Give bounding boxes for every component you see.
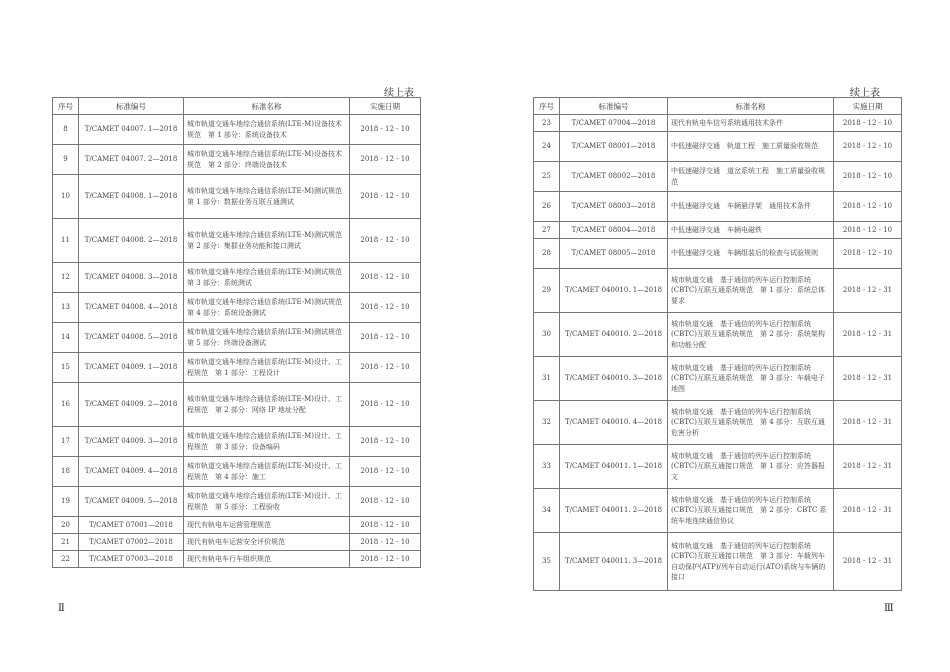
implementation-date: 2018 - 12 - 10 <box>350 263 421 293</box>
implementation-date: 2018 - 12 - 10 <box>350 293 421 323</box>
standard-code: T/CAMET 08005—2018 <box>560 239 668 269</box>
row-number: 8 <box>53 115 79 145</box>
row-number: 18 <box>53 457 79 487</box>
standard-code: T/CAMET 040011. 3—2018 <box>560 533 668 591</box>
row-number: 29 <box>534 269 560 313</box>
row-number: 30 <box>534 313 560 357</box>
table-row <box>534 489 902 533</box>
right-page <box>478 0 950 672</box>
table-row <box>534 192 902 222</box>
standard-name: 城市轨道交通车地综合通信系统(LTE-M)测试规范 第 2 部分：集群业务功能和接口测试 <box>184 219 350 263</box>
implementation-date: 2018 - 12 - 10 <box>834 162 902 192</box>
row-number: 17 <box>53 427 79 457</box>
row-number: 10 <box>53 175 79 219</box>
row-number: 31 <box>534 357 560 401</box>
implementation-date: 2018 - 12 - 31 <box>834 533 902 591</box>
row-number: 32 <box>534 401 560 445</box>
standard-code: T/CAMET 040010. 2—2018 <box>560 313 668 357</box>
header-date: 实施日期 <box>350 98 421 115</box>
continued-label: 续上表 <box>850 88 880 99</box>
standard-code: T/CAMET 04008. 5—2018 <box>79 323 184 353</box>
standards-table-left <box>52 97 421 568</box>
implementation-date: 2018 - 12 - 31 <box>834 401 902 445</box>
row-number: 25 <box>534 162 560 192</box>
standard-code: T/CAMET 04009. 1—2018 <box>79 353 184 383</box>
table-row <box>53 115 421 145</box>
table-row <box>53 293 421 323</box>
table-row <box>53 534 421 551</box>
standard-name: 城市轨道交通车地综合通信系统(LTE-M)测试规范 第 3 部分：系统测试 <box>184 263 350 293</box>
table-row <box>53 353 421 383</box>
row-number: 13 <box>53 293 79 323</box>
table-row <box>53 323 421 353</box>
standard-name: 城市轨道交通车地综合通信系统(LTE-M)设计、工程规范 第 4 部分：施工 <box>184 457 350 487</box>
header-name: 标准名称 <box>668 98 834 115</box>
row-number: 14 <box>53 323 79 353</box>
table-row <box>534 115 902 132</box>
standard-code: T/CAMET 040010. 3—2018 <box>560 357 668 401</box>
implementation-date: 2018 - 12 - 10 <box>350 353 421 383</box>
row-number: 26 <box>534 192 560 222</box>
implementation-date: 2018 - 12 - 10 <box>834 132 902 162</box>
row-number: 19 <box>53 487 79 517</box>
table-row <box>53 219 421 263</box>
implementation-date: 2018 - 12 - 10 <box>350 323 421 353</box>
table-row <box>534 401 902 445</box>
implementation-date: 2018 - 12 - 10 <box>350 457 421 487</box>
table-row <box>534 132 902 162</box>
page-number-left: Ⅱ <box>58 603 65 614</box>
header-no: 序号 <box>53 98 79 115</box>
table-body-right <box>534 115 902 591</box>
implementation-date: 2018 - 12 - 10 <box>834 192 902 222</box>
row-number: 23 <box>534 115 560 132</box>
implementation-date: 2018 - 12 - 10 <box>350 145 421 175</box>
standard-code: T/CAMET 07001—2018 <box>79 517 184 534</box>
standard-name: 中低速磁浮交通 车辆电磁铁 <box>668 222 834 239</box>
standard-name: 城市轨道交通 基于通信的列车运行控制系统(CBTC)互联互通系统规范 第 1 部分：系统总体要求 <box>668 269 834 313</box>
table-row <box>53 175 421 219</box>
table-row <box>534 239 902 269</box>
standard-name: 城市轨道交通车地综合通信系统(LTE-M)设计、工程规范 第 2 部分：网络 IP 地址分配 <box>184 383 350 427</box>
standard-name: 城市轨道交通 基于通信的列车运行控制系统(CBTC)互联互通系统规范 第 2 部分：系统架构和功能分配 <box>668 313 834 357</box>
standard-code: T/CAMET 040011. 1—2018 <box>560 445 668 489</box>
standard-name: 城市轨道交通车地综合通信系统(LTE-M)设备技术规范 第 2 部分：终端设备技术 <box>184 145 350 175</box>
row-number: 24 <box>534 132 560 162</box>
table-row <box>53 145 421 175</box>
row-number: 22 <box>53 551 79 568</box>
implementation-date: 2018 - 12 - 10 <box>350 534 421 551</box>
standard-code: T/CAMET 04007. 1—2018 <box>79 115 184 145</box>
standard-name: 城市轨道交通 基于通信的列车运行控制系统(CBTC)互联互通接口规范 第 3 部分：车载列车自动保护(ATP)/列车自动运行(ATO)系统与车辆的接口 <box>668 533 834 591</box>
standard-code: T/CAMET 04009. 5—2018 <box>79 487 184 517</box>
standard-code: T/CAMET 040010. 1—2018 <box>560 269 668 313</box>
standard-name: 城市轨道交通 基于通信的列车运行控制系统(CBTC)互联互通系统规范 第 4 部分：互联互通危害分析 <box>668 401 834 445</box>
standard-name: 城市轨道交通 基于通信的列车运行控制系统(CBTC)互联互通接口规范 第 2 部分：CBTC 系统车地连续通信协议 <box>668 489 834 533</box>
row-number: 16 <box>53 383 79 427</box>
table-row <box>53 383 421 427</box>
left-page <box>0 0 470 672</box>
standard-code: T/CAMET 04008. 2—2018 <box>79 219 184 263</box>
header-name: 标准名称 <box>184 98 350 115</box>
row-number: 28 <box>534 239 560 269</box>
standard-name: 城市轨道交通车地综合通信系统(LTE-M)测试规范 第 5 部分：终端设备测试 <box>184 323 350 353</box>
standard-name: 中低速磁浮交通 轨道工程 施工质量验收规范 <box>668 132 834 162</box>
table-row <box>534 313 902 357</box>
row-number: 12 <box>53 263 79 293</box>
standard-code: T/CAMET 040010. 4—2018 <box>560 401 668 445</box>
table-row <box>53 551 421 568</box>
standard-name: 城市轨道交通车地综合通信系统(LTE-M)测试规范 第 4 部分：系统设备测试 <box>184 293 350 323</box>
table-row <box>534 445 902 489</box>
standard-code: T/CAMET 04008. 4—2018 <box>79 293 184 323</box>
table-row <box>53 517 421 534</box>
implementation-date: 2018 - 12 - 10 <box>350 383 421 427</box>
header-code: 标准编号 <box>79 98 184 115</box>
table-body-left <box>53 115 421 568</box>
implementation-date: 2018 - 12 - 10 <box>350 115 421 145</box>
standard-code: T/CAMET 040011. 2—2018 <box>560 489 668 533</box>
header-date: 实施日期 <box>834 98 902 115</box>
implementation-date: 2018 - 12 - 31 <box>834 489 902 533</box>
standard-code: T/CAMET 07004—2018 <box>560 115 668 132</box>
implementation-date: 2018 - 12 - 10 <box>350 551 421 568</box>
table-header-row <box>53 98 421 115</box>
row-number: 27 <box>534 222 560 239</box>
implementation-date: 2018 - 12 - 31 <box>834 357 902 401</box>
row-number: 11 <box>53 219 79 263</box>
standard-name: 中低速磁浮交通 道岔系统工程 施工质量验收规范 <box>668 162 834 192</box>
standard-name: 城市轨道交通 基于通信的列车运行控制系统(CBTC)互联互通接口规范 第 1 部分：应答器报文 <box>668 445 834 489</box>
standard-name: 中低速磁浮交通 车辆悬浮架 通用技术条件 <box>668 192 834 222</box>
standard-code: T/CAMET 08004—2018 <box>560 222 668 239</box>
standard-code: T/CAMET 04008. 3—2018 <box>79 263 184 293</box>
implementation-date: 2018 - 12 - 31 <box>834 313 902 357</box>
standard-code: T/CAMET 04007. 2—2018 <box>79 145 184 175</box>
table-row <box>534 269 902 313</box>
standard-name: 城市轨道交通车地综合通信系统(LTE-M)设计、工程规范 第 1 部分：工程设计 <box>184 353 350 383</box>
page-number-right: Ⅲ <box>884 603 894 614</box>
standard-code: T/CAMET 08001—2018 <box>560 132 668 162</box>
implementation-date: 2018 - 12 - 10 <box>350 487 421 517</box>
standards-table-right <box>533 97 902 591</box>
row-number: 21 <box>53 534 79 551</box>
row-number: 33 <box>534 445 560 489</box>
table-row <box>534 222 902 239</box>
standard-code: T/CAMET 08003—2018 <box>560 192 668 222</box>
row-number: 20 <box>53 517 79 534</box>
implementation-date: 2018 - 12 - 10 <box>834 115 902 132</box>
standard-code: T/CAMET 08002—2018 <box>560 162 668 192</box>
standard-name: 现代有轨电车运营安全评价规范 <box>184 534 350 551</box>
implementation-date: 2018 - 12 - 31 <box>834 445 902 489</box>
table-row <box>534 162 902 192</box>
implementation-date: 2018 - 12 - 10 <box>350 175 421 219</box>
table-row <box>53 487 421 517</box>
standard-code: T/CAMET 04008. 1—2018 <box>79 175 184 219</box>
standard-name: 现代有轨电车行车组织规范 <box>184 551 350 568</box>
row-number: 15 <box>53 353 79 383</box>
implementation-date: 2018 - 12 - 10 <box>834 239 902 269</box>
standard-code: T/CAMET 07002—2018 <box>79 534 184 551</box>
standard-name: 城市轨道交通车地综合通信系统(LTE-M)测试规范 第 1 部分：数据业务互联互通测试 <box>184 175 350 219</box>
standard-code: T/CAMET 07003—2018 <box>79 551 184 568</box>
table-header-row <box>534 98 902 115</box>
table-row <box>53 457 421 487</box>
standard-name: 城市轨道交通车地综合通信系统(LTE-M)设计、工程规范 第 3 部分：设备编码 <box>184 427 350 457</box>
table-row <box>53 263 421 293</box>
standard-name: 城市轨道交通车地综合通信系统(LTE-M)设计、工程规范 第 5 部分：工程验收 <box>184 487 350 517</box>
row-number: 35 <box>534 533 560 591</box>
row-number: 34 <box>534 489 560 533</box>
implementation-date: 2018 - 12 - 10 <box>350 427 421 457</box>
table-row <box>534 533 902 591</box>
standard-code: T/CAMET 04009. 2—2018 <box>79 383 184 427</box>
implementation-date: 2018 - 12 - 31 <box>834 269 902 313</box>
table-row <box>534 357 902 401</box>
standard-code: T/CAMET 04009. 3—2018 <box>79 427 184 457</box>
implementation-date: 2018 - 12 - 10 <box>350 219 421 263</box>
standard-name: 中低速磁浮交通 车辆组装后的检查与试验规则 <box>668 239 834 269</box>
standard-code: T/CAMET 04009. 4—2018 <box>79 457 184 487</box>
standard-name: 城市轨道交通 基于通信的列车运行控制系统(CBTC)互联互通系统规范 第 3 部分：车载电子地图 <box>668 357 834 401</box>
header-no: 序号 <box>534 98 560 115</box>
table-row <box>53 427 421 457</box>
header-code: 标准编号 <box>560 98 668 115</box>
implementation-date: 2018 - 12 - 10 <box>350 517 421 534</box>
continued-label: 续上表 <box>384 88 414 99</box>
row-number: 9 <box>53 145 79 175</box>
standard-name: 现代有轨电车信号系统通用技术条件 <box>668 115 834 132</box>
standard-name: 现代有轨电车运营管理规范 <box>184 517 350 534</box>
implementation-date: 2018 - 12 - 10 <box>834 222 902 239</box>
standard-name: 城市轨道交通车地综合通信系统(LTE-M)设备技术规范 第 1 部分：系统设备技术 <box>184 115 350 145</box>
